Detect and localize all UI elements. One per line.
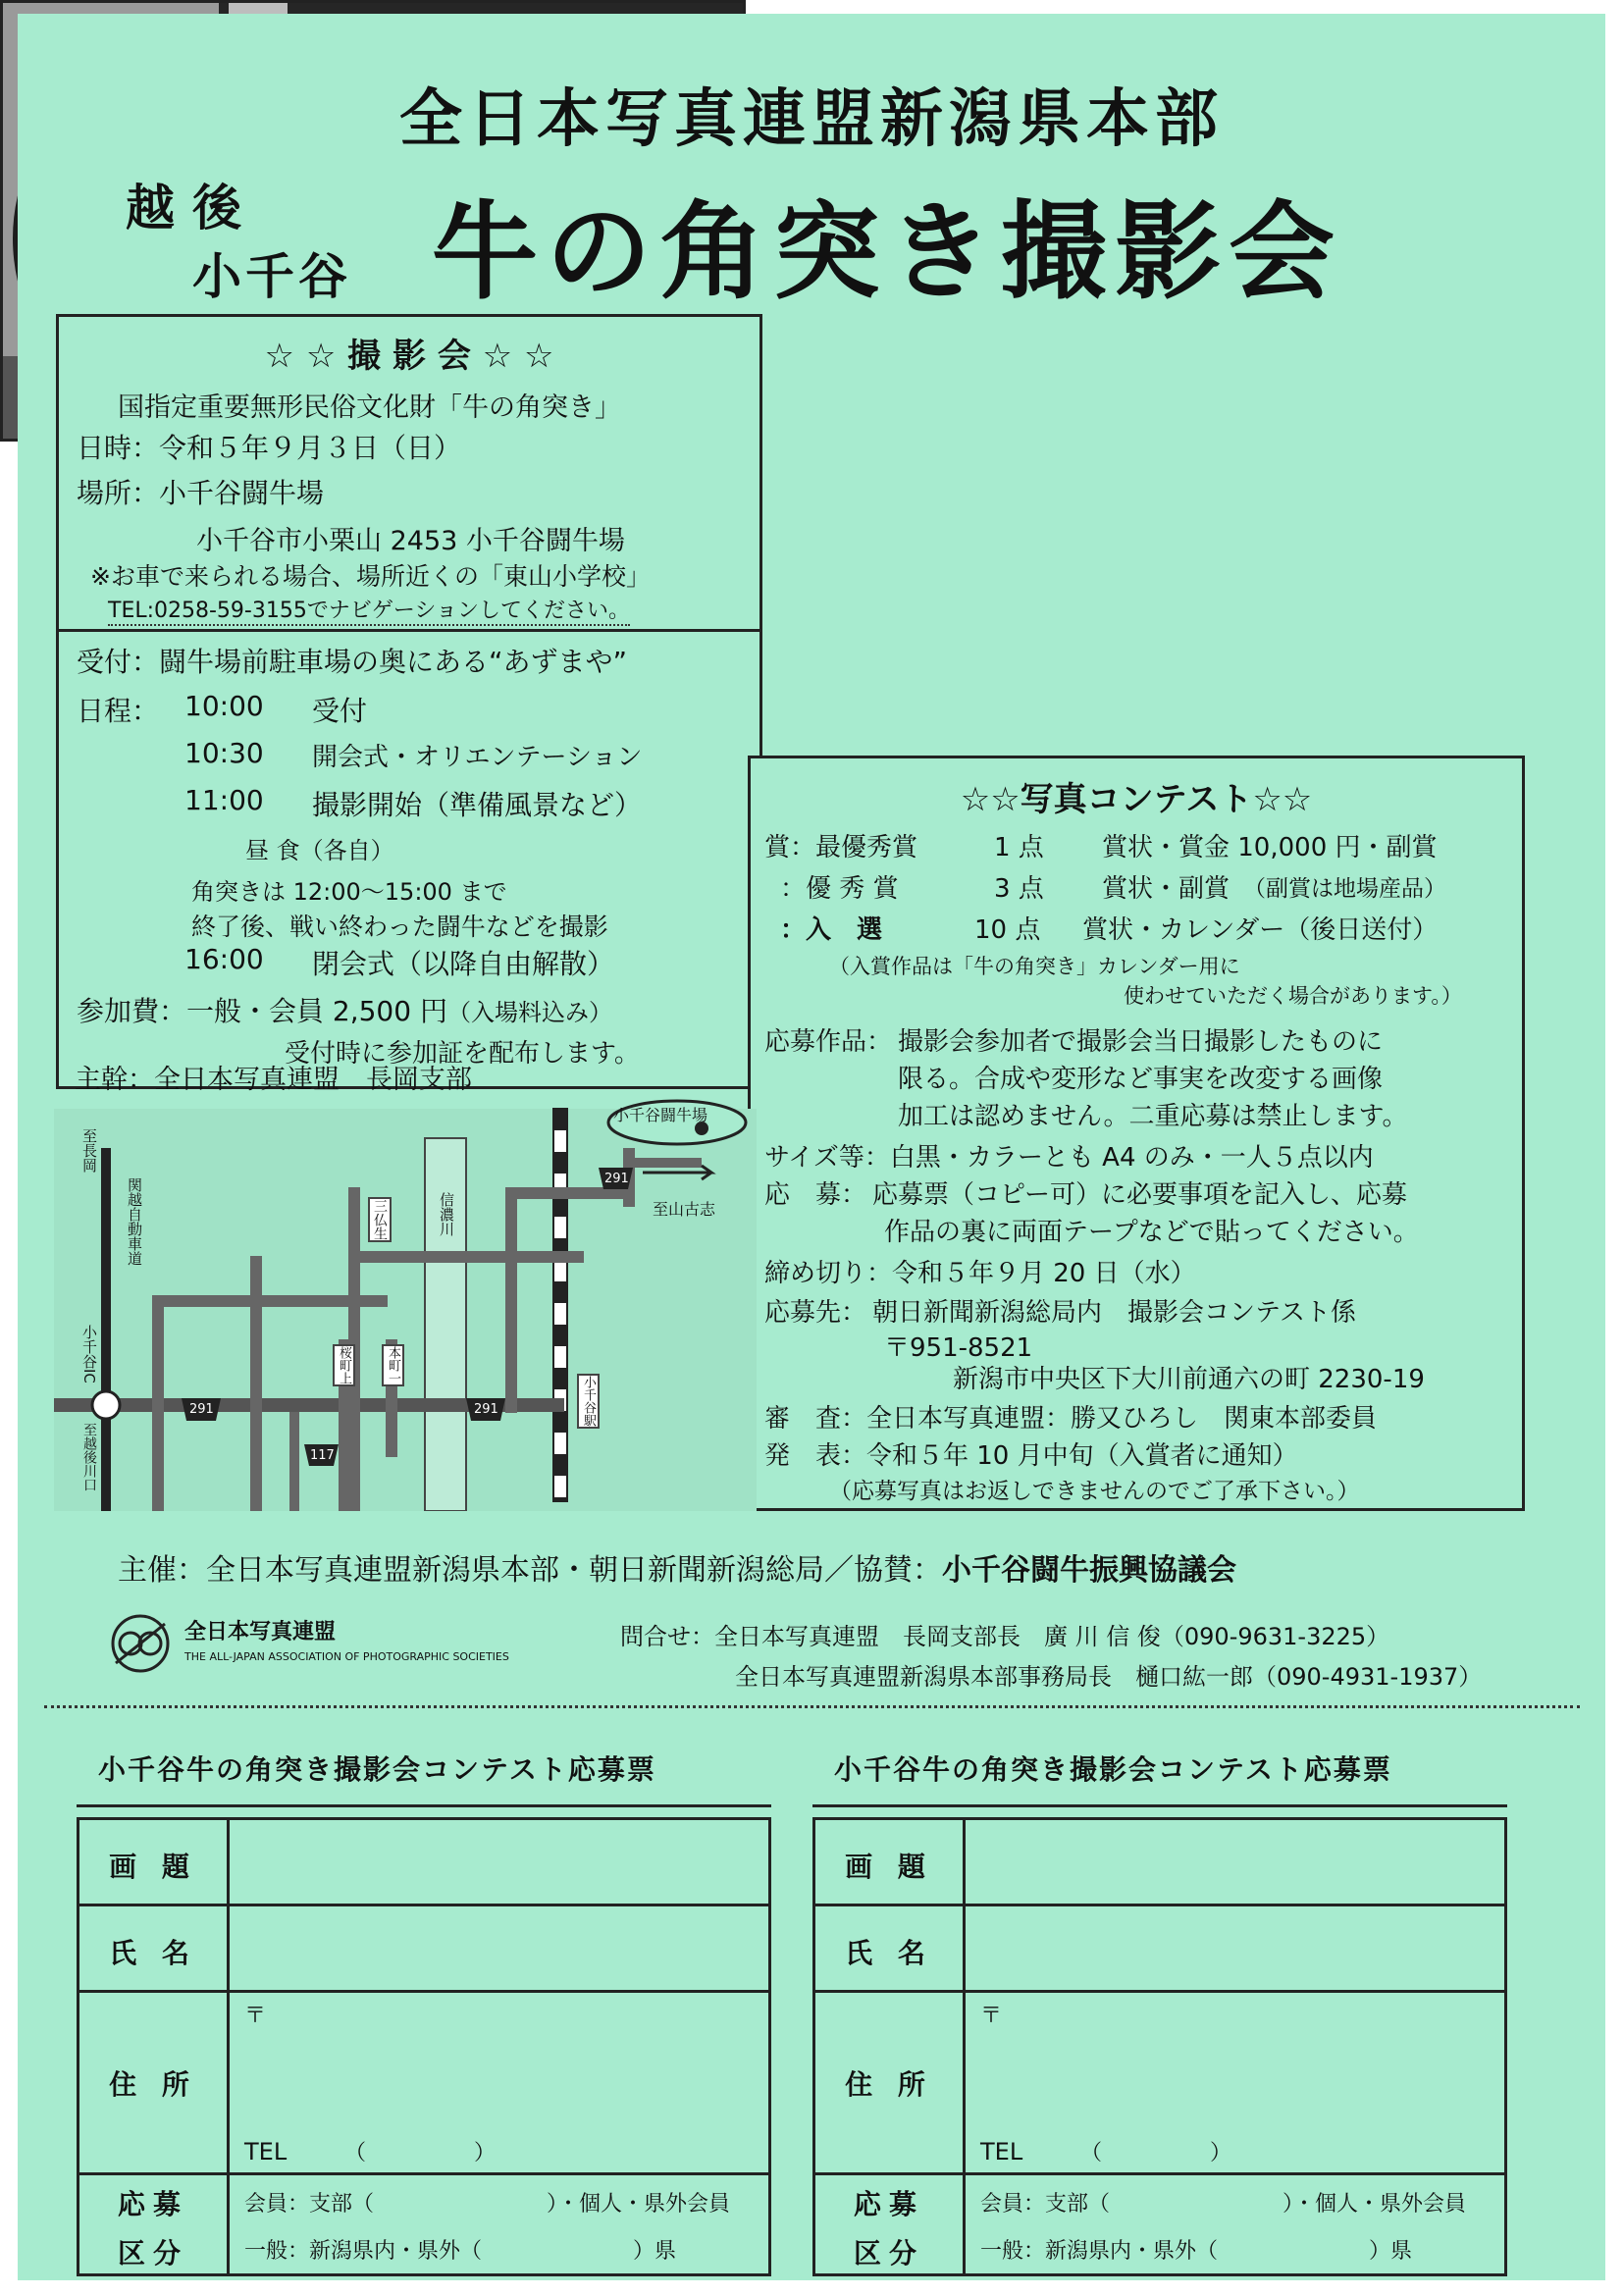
schedule-item-1: 受付 bbox=[312, 695, 368, 727]
form-member-option[interactable]: 会員：支部（ ）・個人・県外会員 bbox=[244, 2192, 731, 2217]
map-sakuramachi: 桜町上 bbox=[333, 1344, 355, 1386]
event-fee-note: （入場料込み） bbox=[446, 999, 612, 1026]
prize-note-2: 使わせていただく場合があります。） bbox=[1124, 984, 1462, 1008]
prize-3-count: 10 点 bbox=[974, 915, 1041, 945]
contact-line-1: 問合せ：全日本写真連盟 長岡支部長 廣 川 信 俊（090-9631-3225） bbox=[620, 1623, 1390, 1650]
dest-line-1: 朝日新聞新潟総局内 撮影会コンテスト係 bbox=[872, 1298, 1356, 1328]
event-heading: ☆ ☆ 撮 影 会 ☆ ☆ bbox=[264, 337, 554, 376]
apply-line-2: 作品の裏に両面テープなどで貼ってください。 bbox=[884, 1218, 1419, 1247]
form-name-field[interactable] bbox=[965, 1906, 1494, 1990]
dest-line-2: 〒951-8521 bbox=[884, 1333, 1033, 1363]
entry-form-left bbox=[77, 1739, 771, 2276]
prize-3-detail: 賞状・カレンダー（後日送付） bbox=[1082, 915, 1439, 945]
contest-deadline: 締め切り：令和５年９月 20 日（水） bbox=[764, 1259, 1196, 1288]
map-ojiya-ic: 小千谷IC bbox=[80, 1325, 98, 1383]
event-fee bbox=[77, 990, 612, 1029]
form-general-option[interactable]: 一般：新潟県内・県外（ ）県 bbox=[244, 2239, 677, 2264]
prize-2-count: 3 点 bbox=[994, 874, 1044, 904]
map-honcho: 本町一 bbox=[382, 1344, 404, 1386]
contest-judge: 審 査：全日本写真連盟：勝又ひろし 関東本部委員 bbox=[764, 1404, 1378, 1434]
event-address: 小千谷市小栗山 2453 小千谷闘牛場 bbox=[196, 526, 625, 556]
event-tel-note bbox=[108, 594, 630, 626]
contact-line-2: 全日本写真連盟新潟県本部事務局長 樋口紘一郎（090-4931-1937） bbox=[735, 1663, 1483, 1691]
prize-note-1: （入賞作品は「牛の角突き」カレンダー用に bbox=[829, 955, 1240, 978]
schedule-closing-time: 16:00 bbox=[184, 943, 264, 975]
expressway-line bbox=[101, 1148, 111, 1511]
schedule-lunch: 昼 食（各自） bbox=[245, 837, 394, 864]
form-member-option[interactable]: 会員：支部（ ）・個人・県外会員 bbox=[980, 2192, 1467, 2217]
event-tel-number: TEL:0258-59-3155 bbox=[108, 599, 307, 623]
ajaps-logo bbox=[106, 1609, 577, 1678]
event-badge: 受付時に参加証を配布します。 bbox=[285, 1039, 640, 1069]
organization-title: 全日本写真連盟新潟県本部 bbox=[399, 83, 1224, 156]
event-tel-rest: でナビゲーションしてください。 bbox=[306, 599, 630, 623]
map-kanetsu: 関越自動車道 bbox=[126, 1177, 143, 1266]
event-host: 主幹：全日本写真連盟 長岡支部 bbox=[75, 1065, 472, 1095]
prize-2-detail: 賞状・副賞 bbox=[1102, 874, 1230, 904]
prize-3-label: ：入 選 bbox=[780, 915, 883, 945]
works-line-1: 撮影会参加者で撮影会当日撮影したものに bbox=[898, 1027, 1384, 1057]
access-map-graphic bbox=[54, 1099, 757, 1511]
event-place: 場所：小千谷闘牛場 bbox=[77, 477, 325, 509]
prize-1-detail: 賞状・賞金 10,000 円・副賞 bbox=[1102, 833, 1438, 862]
form-name-field[interactable] bbox=[229, 1906, 759, 1990]
works-line-3: 加工は認めません。二重応募は禁止します。 bbox=[898, 1102, 1408, 1131]
contest-announce: 発 表：令和５年 10 月中旬（入賞者に通知） bbox=[764, 1441, 1298, 1471]
schedule-time-3: 11:00 bbox=[184, 784, 264, 816]
prize-1-count: 1 点 bbox=[994, 833, 1044, 862]
map-shinano: 信濃川 bbox=[438, 1192, 455, 1236]
organizers-sponsor: 小千谷闘牛振興協議会 bbox=[942, 1553, 1236, 1588]
logo-jp-name: 全日本写真連盟 bbox=[184, 1620, 337, 1644]
contest-info-box bbox=[748, 756, 1525, 1511]
form-postal-mark: 〒 bbox=[244, 2004, 267, 2028]
main-title: 牛の角突き撮影会 bbox=[432, 191, 1343, 314]
map-route-291-shield-2: 291 bbox=[189, 1402, 214, 1417]
organizers-main: 主催：全日本写真連盟新潟県本部・朝日新聞新潟総局／協賛： bbox=[118, 1553, 942, 1588]
form-tel-paren: （ ） bbox=[1080, 2141, 1232, 2166]
map-to-echigokawaguchi: 至越後川口 bbox=[81, 1423, 97, 1491]
form-category-label-2: 区分 bbox=[117, 2237, 188, 2270]
map-route-291-shield-3: 291 bbox=[474, 1402, 498, 1417]
event-info-box bbox=[56, 314, 762, 1089]
map-route-291-shield: 291 bbox=[604, 1172, 629, 1186]
apply-line-1: 応募票（コピー可）に必要事項を記入し、応募 bbox=[872, 1180, 1407, 1210]
logo-en-name: THE ALL-JAPAN ASSOCIATION OF PHOTOGRAPHIC SOCIETIES bbox=[184, 1650, 509, 1663]
organizers bbox=[118, 1545, 1236, 1589]
map-ojiya-station: 小千谷駅 bbox=[577, 1374, 600, 1429]
form-category-label-1: 応募 bbox=[853, 2188, 924, 2220]
event-reception: 受付：闘牛場前駐車場の奥にある“あずまや” bbox=[77, 646, 628, 678]
form-tel-label: TEL bbox=[980, 2138, 1023, 2166]
form-tel-paren: （ ） bbox=[344, 2141, 497, 2166]
entry-form-grid bbox=[812, 1817, 1507, 2276]
schedule-closing: 閉会式（以降自由解散） bbox=[312, 948, 615, 980]
subtitle-echigo: 越後 bbox=[126, 180, 259, 236]
schedule-label: 日程： bbox=[77, 695, 160, 727]
schedule-item-3: 撮影開始（準備風景など） bbox=[312, 789, 643, 821]
form-address-field[interactable] bbox=[965, 1993, 1494, 2169]
subtitle-ojiya: 小千谷 bbox=[192, 248, 351, 305]
entry-form-grid bbox=[77, 1817, 771, 2276]
entry-form-title: 小千谷牛の角突き撮影会コンテスト応募票 bbox=[812, 1739, 1507, 1807]
access-map bbox=[54, 1099, 757, 1511]
prize-1-label: 賞：最優秀賞 bbox=[764, 833, 918, 862]
schedule-time-1: 10:00 bbox=[184, 690, 264, 722]
contact-info bbox=[620, 1617, 1482, 1692]
form-address-field[interactable] bbox=[229, 1993, 759, 2169]
map-route-117-shield: 117 bbox=[310, 1448, 335, 1463]
event-divider bbox=[59, 629, 759, 632]
map-to-nagaoka: 至長岡 bbox=[80, 1128, 98, 1173]
form-tel-label: TEL bbox=[244, 2138, 288, 2166]
map-venue-label: 小千谷闘牛場 bbox=[613, 1106, 708, 1124]
cut-line bbox=[44, 1705, 1580, 1708]
event-intro: 国指定重要無形民俗文化財「牛の角突き」 bbox=[118, 392, 621, 423]
map-to-yamakoshi: 至山古志 bbox=[653, 1200, 716, 1219]
event-car-note: ※お車で来られる場合、場所近くの「東山小学校」 bbox=[90, 562, 651, 591]
form-category-label-2: 区分 bbox=[853, 2237, 924, 2270]
form-title-field[interactable] bbox=[229, 1820, 759, 1904]
map-sanbutsusei: 三仏生 bbox=[368, 1197, 392, 1242]
form-postal-mark: 〒 bbox=[980, 2004, 1003, 2028]
prize-2-label: ：優 秀 賞 bbox=[780, 874, 899, 904]
apply-label: 応 募： bbox=[764, 1180, 867, 1210]
event-fee-amount: 参加費：一般・会員 2,500 円 bbox=[77, 995, 447, 1027]
works-line-2: 限る。合成や変形など事実を改変する画像 bbox=[898, 1065, 1384, 1094]
contest-return-note: （応募写真はお返しできませんのでご了承下さい。） bbox=[829, 1479, 1360, 1504]
form-title-label: 画 題 bbox=[109, 1851, 197, 1883]
contest-heading: ☆☆写真コンテスト☆☆ bbox=[960, 780, 1313, 819]
form-title-field[interactable] bbox=[965, 1820, 1494, 1904]
prize-2-note: （副賞は地場産品） bbox=[1243, 876, 1446, 902]
schedule-time-2: 10:30 bbox=[184, 737, 264, 769]
ajaps-emblem-icon bbox=[106, 1609, 175, 1678]
form-address-label: 住 所 bbox=[109, 2068, 197, 2101]
form-general-option[interactable]: 一般：新潟県内・県外（ ）県 bbox=[980, 2239, 1413, 2264]
contest-size: サイズ等：白黒・カラーとも A4 のみ・一人５点以内 bbox=[764, 1143, 1374, 1173]
form-address-label: 住 所 bbox=[845, 2068, 933, 2101]
schedule-item-2: 開会式・オリエンテーション bbox=[312, 743, 643, 772]
entry-form-right bbox=[812, 1739, 1507, 2276]
entry-form-title: 小千谷牛の角突き撮影会コンテスト応募票 bbox=[77, 1739, 771, 1807]
schedule-bullfight-time: 角突きは 12:00〜15:00 まで bbox=[191, 878, 507, 906]
dest-label: 応募先： bbox=[764, 1298, 867, 1328]
form-name-label: 氏 名 bbox=[845, 1937, 933, 1969]
form-title-label: 画 題 bbox=[845, 1851, 933, 1883]
dest-line-3: 新潟市中央区下大川前通六の町 2230-19 bbox=[953, 1365, 1425, 1394]
form-name-label: 氏 名 bbox=[109, 1937, 197, 1969]
schedule-after: 終了後、戦い終わった闘牛などを撮影 bbox=[191, 913, 608, 941]
form-category-label-1: 応募 bbox=[117, 2188, 188, 2220]
works-label: 応募作品： bbox=[764, 1027, 893, 1057]
event-date: 日時：令和５年９月３日（日） bbox=[77, 432, 462, 464]
